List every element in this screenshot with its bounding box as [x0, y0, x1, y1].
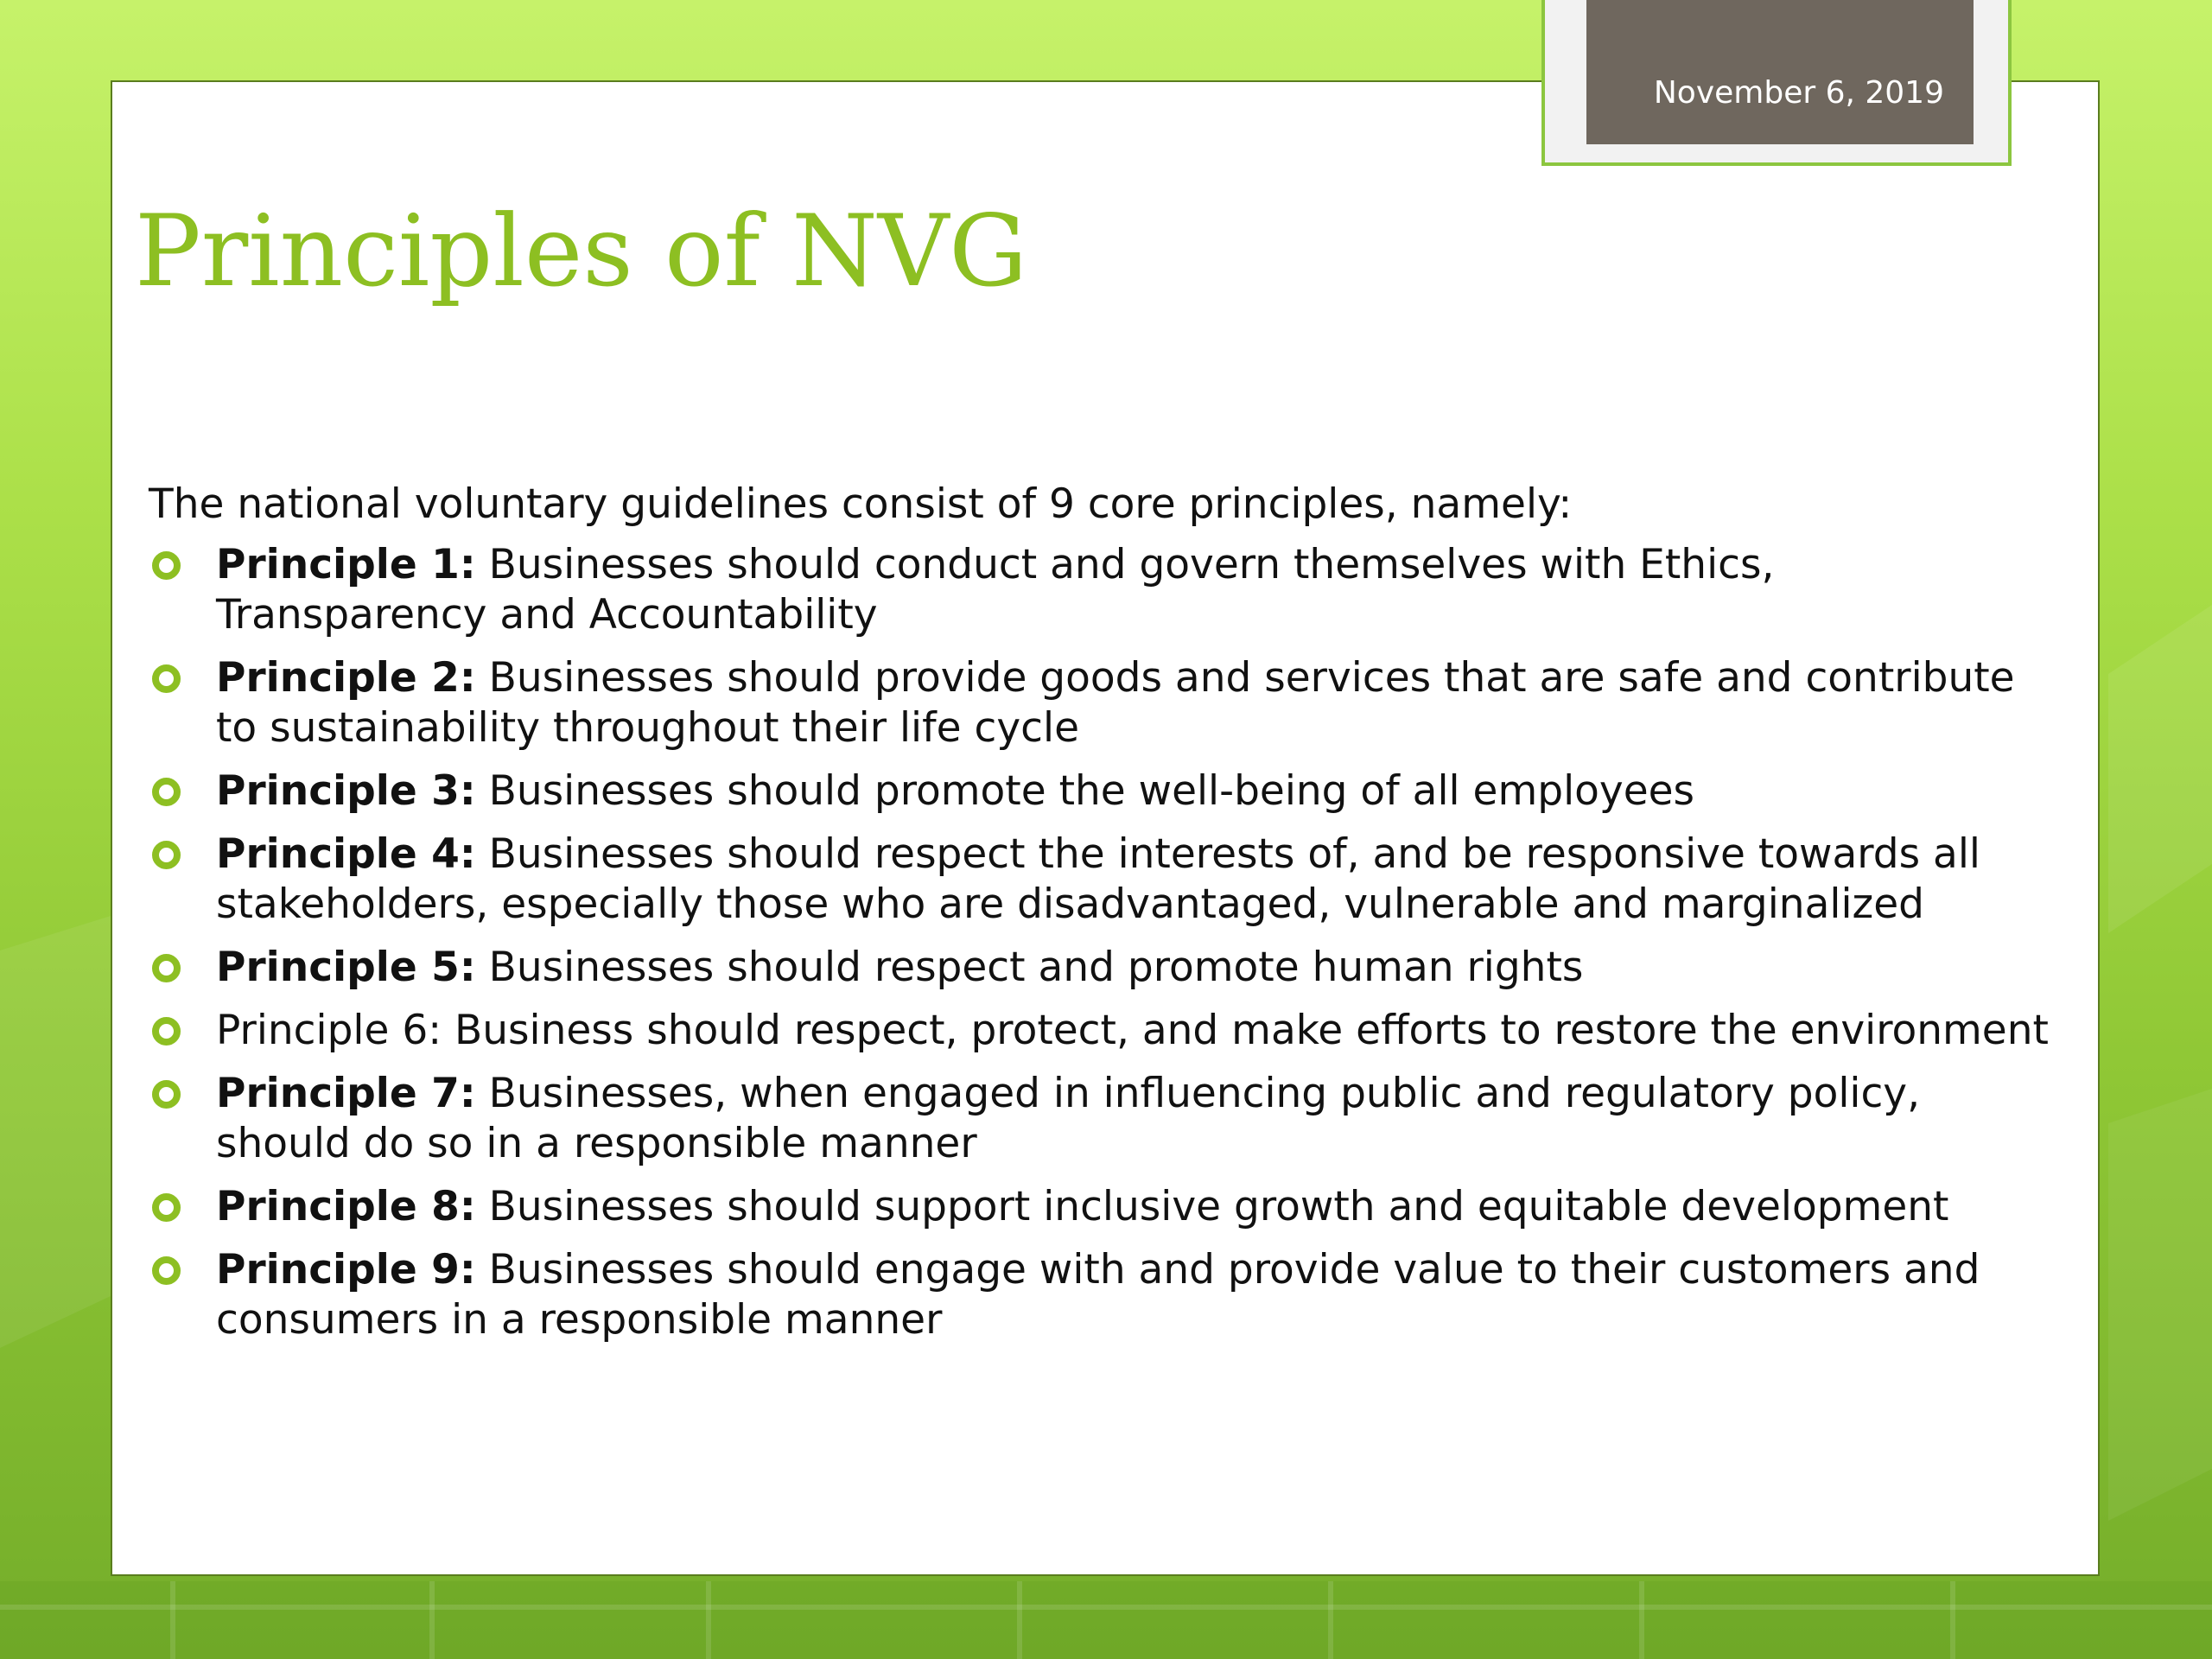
principle-item-4 [149, 830, 2056, 930]
ring-bullet-icon [152, 664, 181, 693]
principle-item-1 [149, 540, 2056, 640]
slide-body [149, 480, 2050, 1358]
ring-bullet-icon [152, 841, 181, 869]
ring-bullet-icon [152, 778, 181, 806]
date-box [1586, 0, 1974, 144]
principle-text: Businesses should support inclusive growth and equitable development [475, 1183, 1949, 1230]
principle-text: Businesses should respect the interests of, and be responsive towards all stakeholders, especially those who are disadvantaged, vulnerable and marginalized [216, 830, 1980, 928]
principle-item-2 [149, 653, 2056, 753]
principle-label: Principle 4: [216, 830, 476, 878]
principle-label: Principle 7: [216, 1070, 476, 1117]
ring-bullet-icon [152, 1256, 181, 1285]
principle-text: Businesses should promote the well-being of all employees [475, 767, 1695, 815]
principle-label: Principle 1: [216, 541, 476, 588]
principle-text: Principle 6: Business should respect, protect, and make efforts to restore the environment [216, 1007, 2049, 1054]
principle-text: Businesses should engage with and provide value to their customers and consumers in a responsible manner [216, 1246, 1980, 1344]
principle-item-3 [149, 766, 2056, 817]
principle-list [149, 540, 2050, 1345]
principle-item-8 [149, 1182, 2056, 1232]
ring-bullet-icon [152, 1080, 181, 1109]
principle-text: Businesses should provide goods and services that are safe and contribute to sustainability throughout their life cycle [216, 654, 2015, 752]
slide-title: Principles of NVG [135, 194, 1028, 308]
slide-date: November 6, 2019 [1653, 75, 1944, 111]
principle-label: Principle 5: [216, 944, 476, 991]
principle-text: Businesses should conduct and govern themselves with Ethics, Transparency and Accountability [216, 541, 1775, 639]
intro-text: The national voluntary guidelines consist of 9 core principles, namely: [149, 480, 1573, 528]
date-tab [1541, 0, 2012, 166]
principle-label: Principle 9: [216, 1246, 476, 1294]
principle-label: Principle 8: [216, 1183, 476, 1230]
ring-bullet-icon [152, 954, 181, 982]
principle-item-9 [149, 1245, 2056, 1345]
principle-text: Businesses, when engaged in influencing public and regulatory policy, should do so in a responsible manner [216, 1070, 1921, 1167]
principle-item-5 [149, 943, 2056, 993]
principle-label: Principle 2: [216, 654, 476, 702]
principle-label: Principle 3: [216, 767, 476, 815]
ring-bullet-icon [152, 1193, 181, 1222]
principle-text: Businesses should respect and promote human rights [475, 944, 1584, 991]
ring-bullet-icon [152, 551, 181, 580]
ring-bullet-icon [152, 1017, 181, 1046]
principle-item-7 [149, 1069, 2056, 1169]
principle-item-6 [149, 1006, 2056, 1056]
